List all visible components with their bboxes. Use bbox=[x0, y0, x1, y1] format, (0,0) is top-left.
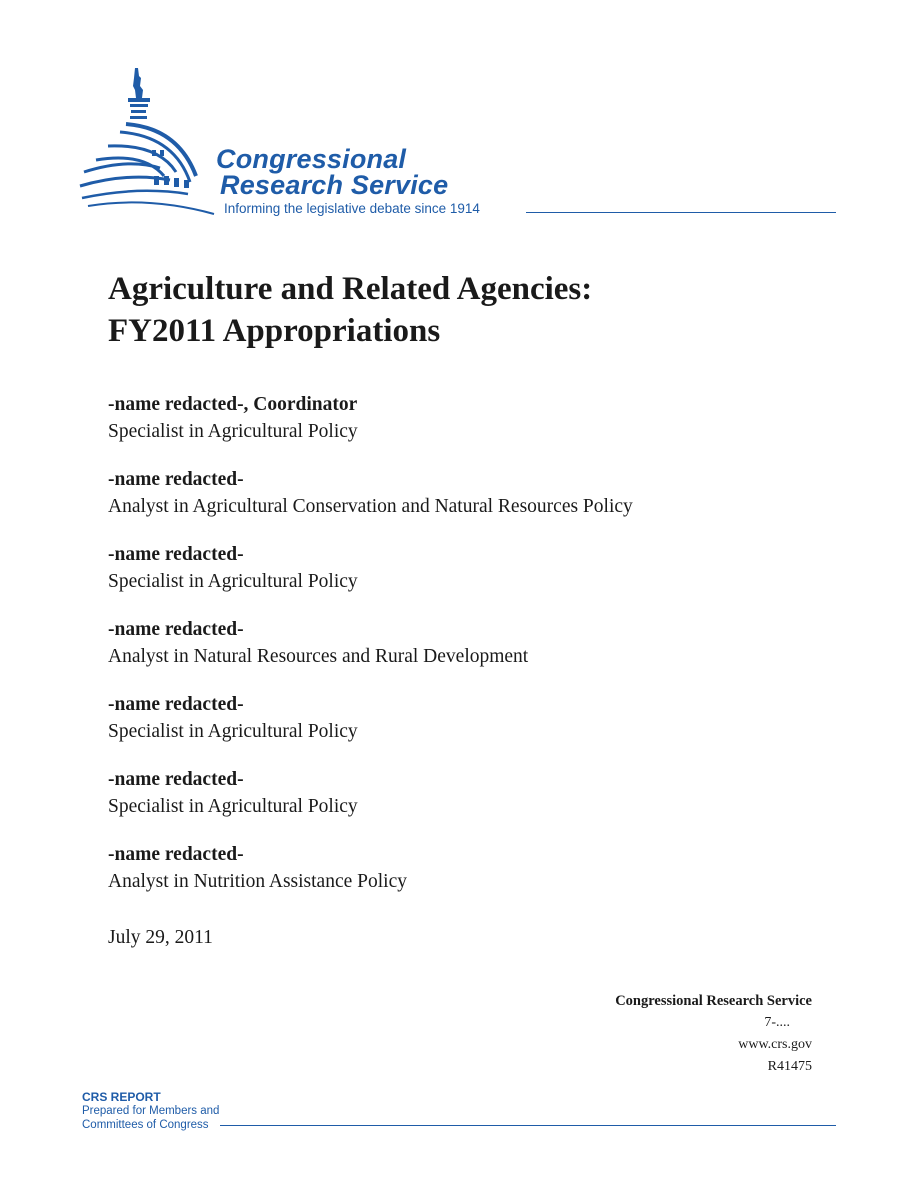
author-name: -name redacted- bbox=[108, 469, 244, 490]
crs-website-link[interactable]: www.crs.gov bbox=[738, 1037, 812, 1052]
author-name: -name redacted- bbox=[108, 694, 244, 715]
crs-info-block bbox=[615, 990, 812, 1078]
footer-heading: CRS REPORT bbox=[82, 1090, 161, 1104]
author-entry bbox=[108, 842, 848, 917]
header-divider bbox=[526, 212, 836, 213]
crs-org-name: Congressional Research Service bbox=[615, 993, 812, 1009]
footer-label bbox=[82, 1090, 219, 1132]
capitol-dome-icon bbox=[78, 64, 223, 224]
report-date: July 29, 2011 bbox=[108, 927, 213, 948]
title-line2: FY2011 Appropriations bbox=[108, 313, 441, 349]
title-line1: Agriculture and Related Agencies: bbox=[108, 271, 593, 307]
brand-name-line1: Congressional bbox=[216, 144, 407, 174]
author-name: -name redacted-, Coordinator bbox=[108, 394, 358, 415]
report-title bbox=[108, 268, 592, 352]
report-number: R41475 bbox=[767, 1059, 812, 1074]
author-role: Analyst in Agricultural Conservation and Natural Resources Policy bbox=[108, 496, 633, 517]
author-role: Specialist in Agricultural Policy bbox=[108, 796, 358, 817]
author-name: -name redacted- bbox=[108, 844, 244, 865]
author-name: -name redacted- bbox=[108, 769, 244, 790]
author-entry bbox=[108, 617, 848, 692]
author-role: Specialist in Agricultural Policy bbox=[108, 421, 358, 442]
author-list bbox=[108, 392, 848, 917]
author-name: -name redacted- bbox=[108, 544, 244, 565]
author-name: -name redacted- bbox=[108, 619, 244, 640]
author-entry bbox=[108, 467, 848, 542]
author-entry bbox=[108, 392, 848, 467]
author-entry bbox=[108, 542, 848, 617]
author-entry bbox=[108, 767, 848, 842]
footer-line2: Committees of Congress bbox=[82, 1119, 209, 1131]
brand-tagline: Informing the legislative debate since 1914 bbox=[224, 201, 480, 216]
brand-name-line2: Research Service bbox=[220, 170, 449, 200]
footer-divider bbox=[220, 1125, 836, 1126]
author-role: Analyst in Natural Resources and Rural Development bbox=[108, 646, 529, 667]
report-code: 7-.... bbox=[764, 1015, 790, 1030]
author-entry bbox=[108, 692, 848, 767]
author-role: Specialist in Agricultural Policy bbox=[108, 721, 358, 742]
author-role: Specialist in Agricultural Policy bbox=[108, 571, 358, 592]
footer-line1: Prepared for Members and bbox=[82, 1105, 220, 1117]
author-role: Analyst in Nutrition Assistance Policy bbox=[108, 871, 407, 892]
